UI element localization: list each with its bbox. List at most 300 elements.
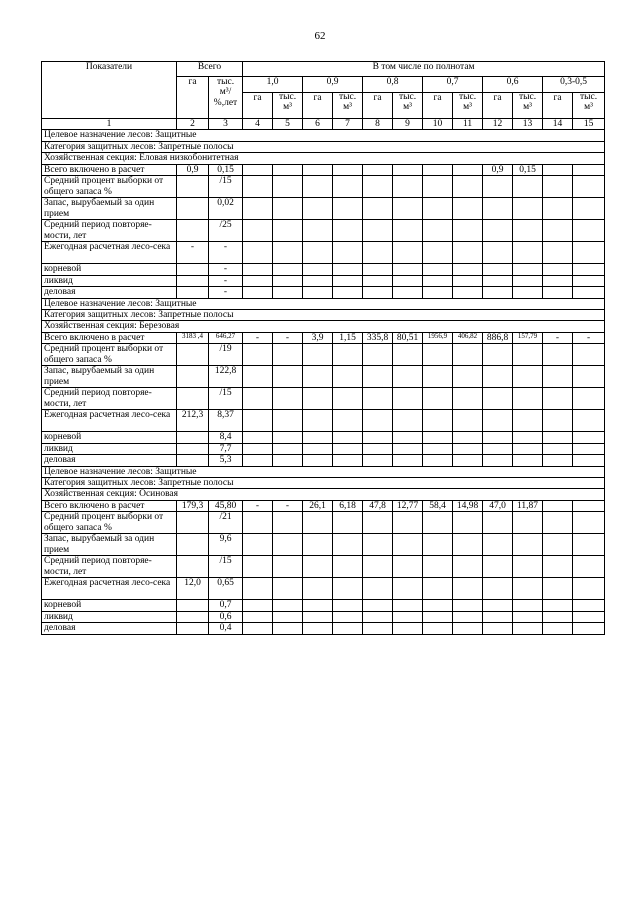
- table-cell: [393, 410, 423, 432]
- table-cell: 0,65: [209, 578, 243, 600]
- table-cell: [513, 366, 543, 388]
- table-cell: [453, 443, 483, 454]
- table-cell: [483, 512, 513, 534]
- table-cell: [273, 534, 303, 556]
- table-row: [42, 366, 605, 388]
- table-cell: [513, 242, 543, 264]
- table-cell: [453, 512, 483, 534]
- row-label: Средний процент выборки от общего запаса %: [42, 176, 177, 198]
- table-cell: [273, 287, 303, 298]
- table-cell: [393, 344, 423, 366]
- table-cell: [453, 432, 483, 443]
- table-cell: [333, 443, 363, 454]
- table-cell: [303, 287, 333, 298]
- unit-m3: м³: [403, 101, 412, 112]
- table-cell: [363, 534, 393, 556]
- table-cell: [543, 600, 573, 611]
- table-cell: [513, 176, 543, 198]
- table-cell: [303, 534, 333, 556]
- row-label: деловая: [42, 455, 177, 466]
- table-cell: [243, 600, 273, 611]
- table-cell: [393, 512, 423, 534]
- header-density: 1,0: [243, 77, 303, 93]
- table-cell: [513, 556, 543, 578]
- table-cell: [483, 455, 513, 466]
- row-label: Средний процент выборки от общего запаса %: [42, 512, 177, 534]
- table-cell: [573, 344, 605, 366]
- column-number: 2: [177, 119, 209, 130]
- table-cell: -: [209, 264, 243, 275]
- row-label: деловая: [42, 287, 177, 298]
- table-cell: 12,0: [177, 578, 209, 600]
- table-cell: [483, 388, 513, 410]
- table-cell: [273, 264, 303, 275]
- table-cell: [363, 455, 393, 466]
- table-cell: [303, 611, 333, 622]
- table-cell: [177, 388, 209, 410]
- table-cell: [573, 275, 605, 286]
- table-cell: 122,8: [209, 366, 243, 388]
- header-ha: га: [303, 93, 333, 119]
- table-cell: [273, 512, 303, 534]
- row-label: Запас, вырубаемый за один прием: [42, 534, 177, 556]
- table-cell: 47,8: [363, 500, 393, 511]
- table-cell: [543, 432, 573, 443]
- table-cell: [423, 275, 453, 286]
- table-cell: [333, 344, 363, 366]
- header-ha: га: [483, 93, 513, 119]
- table-cell: [273, 410, 303, 432]
- table-cell: [573, 176, 605, 198]
- table-cell: -: [543, 332, 573, 343]
- table-cell: /19: [209, 344, 243, 366]
- table-cell: /15: [209, 556, 243, 578]
- table-cell: [303, 388, 333, 410]
- table-cell: [243, 388, 273, 410]
- table-cell: [363, 242, 393, 264]
- table-cell: [513, 578, 543, 600]
- section-category: Категория защитных лесов: Запретные полосы: [42, 309, 605, 320]
- table-cell: [333, 198, 363, 220]
- table-cell: [453, 623, 483, 634]
- table-row: [42, 611, 605, 622]
- table-cell: [333, 455, 363, 466]
- table-cell: [393, 534, 423, 556]
- table-cell: [273, 600, 303, 611]
- table-cell: [393, 432, 423, 443]
- table-cell: [363, 264, 393, 275]
- table-cell: [363, 220, 393, 242]
- table-cell: [543, 578, 573, 600]
- table-cell: [423, 578, 453, 600]
- table-cell: [513, 534, 543, 556]
- table-cell: [573, 500, 605, 511]
- table-cell: [393, 611, 423, 622]
- column-number: 15: [573, 119, 605, 130]
- table-cell: [243, 611, 273, 622]
- unit-tys: тыс.: [518, 92, 537, 102]
- table-cell: [303, 344, 333, 366]
- table-cell: [333, 578, 363, 600]
- table-cell: [453, 534, 483, 556]
- table-cell: [543, 366, 573, 388]
- table-cell: [273, 578, 303, 600]
- table-cell: [483, 275, 513, 286]
- table-cell: [453, 366, 483, 388]
- row-label: деловая: [42, 623, 177, 634]
- table-cell: [273, 432, 303, 443]
- header-density: 0,6: [483, 77, 543, 93]
- table-cell: [243, 556, 273, 578]
- table-cell: 45,80: [209, 500, 243, 511]
- table-cell: [363, 287, 393, 298]
- table-cell: 0,02: [209, 198, 243, 220]
- column-number: 8: [363, 119, 393, 130]
- table-cell: [393, 242, 423, 264]
- table-cell: [483, 432, 513, 443]
- table-cell: [483, 611, 513, 622]
- table-cell: [333, 611, 363, 622]
- table-cell: -: [273, 500, 303, 511]
- table-cell: [363, 556, 393, 578]
- row-label: Средний процент выборки от общего запаса %: [42, 344, 177, 366]
- table-cell: 0,9: [483, 164, 513, 175]
- unit-m3: м³: [523, 101, 532, 112]
- table-cell: [177, 534, 209, 556]
- table-cell: 0,6: [209, 611, 243, 622]
- table-cell: [543, 198, 573, 220]
- table-cell: [423, 366, 453, 388]
- table-cell: [423, 287, 453, 298]
- table-row: [42, 176, 605, 198]
- table-cell: [543, 264, 573, 275]
- table-row: [42, 388, 605, 410]
- table-cell: [303, 275, 333, 286]
- table-cell: [177, 455, 209, 466]
- row-label: ликвид: [42, 275, 177, 286]
- table-cell: [243, 578, 273, 600]
- row-label: Запас, вырубаемый за один прием: [42, 366, 177, 388]
- table-row: [42, 410, 605, 432]
- table-cell: 9,6: [209, 534, 243, 556]
- table-cell: [543, 500, 573, 511]
- table-cell: [303, 242, 333, 264]
- table-cell: 157,79: [513, 332, 543, 343]
- table-cell: [273, 242, 303, 264]
- table-cell: [423, 410, 453, 432]
- table-cell: [573, 556, 605, 578]
- table-cell: [303, 220, 333, 242]
- table-cell: [513, 275, 543, 286]
- header-density: 0,8: [363, 77, 423, 93]
- table-cell: 335,8: [363, 332, 393, 343]
- table-cell: [423, 623, 453, 634]
- table-cell: [243, 443, 273, 454]
- table-cell: [453, 556, 483, 578]
- unit-m3: м³: [463, 101, 472, 112]
- row-label: Ежегодная расчетная лесо-сека: [42, 410, 177, 432]
- table-cell: 179,3: [177, 500, 209, 511]
- table-cell: [543, 410, 573, 432]
- table-cell: 7,7: [209, 443, 243, 454]
- table-cell: [333, 623, 363, 634]
- row-label: ликвид: [42, 611, 177, 622]
- table-cell: [333, 410, 363, 432]
- table-cell: [513, 623, 543, 634]
- table-cell: [483, 344, 513, 366]
- column-number: 5: [273, 119, 303, 130]
- table-cell: 886,8: [483, 332, 513, 343]
- table-cell: [333, 600, 363, 611]
- allowable-cut-table: [41, 61, 605, 635]
- column-number: 7: [333, 119, 363, 130]
- table-cell: [303, 578, 333, 600]
- table-cell: [423, 198, 453, 220]
- section-name: Хозяйственная секция: Еловая низкобонитетная: [42, 153, 605, 164]
- table-cell: /25: [209, 220, 243, 242]
- table-cell: [273, 344, 303, 366]
- table-cell: [513, 198, 543, 220]
- table-row: [42, 164, 605, 175]
- table-cell: [333, 556, 363, 578]
- unit-m3: м³: [343, 101, 352, 112]
- table-cell: [243, 176, 273, 198]
- table-cell: [363, 388, 393, 410]
- table-cell: [513, 512, 543, 534]
- table-cell: [243, 410, 273, 432]
- table-cell: [303, 432, 333, 443]
- table-cell: [273, 176, 303, 198]
- table-cell: [303, 176, 333, 198]
- column-number: 9: [393, 119, 423, 130]
- table-cell: [393, 220, 423, 242]
- table-cell: 5,3: [209, 455, 243, 466]
- table-cell: 212,3: [177, 410, 209, 432]
- table-cell: [303, 443, 333, 454]
- row-label: корневой: [42, 600, 177, 611]
- row-label: корневой: [42, 264, 177, 275]
- table-cell: [333, 275, 363, 286]
- table-cell: [363, 344, 393, 366]
- table-cell: [513, 264, 543, 275]
- table-cell: [177, 432, 209, 443]
- table-cell: [483, 176, 513, 198]
- table-cell: [543, 534, 573, 556]
- header-incl-density: В том числе по полнотам: [243, 62, 605, 77]
- table-row: [42, 623, 605, 634]
- table-cell: [543, 242, 573, 264]
- table-cell: -: [209, 275, 243, 286]
- table-cell: 26,1: [303, 500, 333, 511]
- table-cell: [177, 275, 209, 286]
- table-cell: [543, 512, 573, 534]
- unit-tys: тыс.: [278, 92, 297, 102]
- table-cell: [513, 611, 543, 622]
- row-label: Ежегодная расчетная лесо-сека: [42, 242, 177, 264]
- table-cell: [453, 611, 483, 622]
- table-cell: -: [177, 242, 209, 264]
- table-cell: [393, 264, 423, 275]
- table-cell: [483, 578, 513, 600]
- table-cell: [423, 512, 453, 534]
- table-cell: [573, 264, 605, 275]
- table-cell: [363, 164, 393, 175]
- table-cell: [243, 242, 273, 264]
- table-cell: [363, 623, 393, 634]
- table-cell: [243, 344, 273, 366]
- table-cell: 1956,9: [423, 332, 453, 343]
- table-cell: [393, 443, 423, 454]
- table-cell: [243, 623, 273, 634]
- table-cell: [483, 623, 513, 634]
- table-row: [42, 264, 605, 275]
- table-cell: [393, 287, 423, 298]
- table-cell: [543, 275, 573, 286]
- table-cell: [393, 275, 423, 286]
- table-cell: [573, 220, 605, 242]
- table-cell: [543, 164, 573, 175]
- header-ha: га: [363, 93, 393, 119]
- table-cell: [303, 264, 333, 275]
- table-cell: [363, 578, 393, 600]
- table-cell: [243, 534, 273, 556]
- table-cell: [177, 556, 209, 578]
- table-cell: [333, 242, 363, 264]
- column-number: 12: [483, 119, 513, 130]
- table-cell: [483, 242, 513, 264]
- table-row: [42, 242, 605, 264]
- table-row: [42, 287, 605, 298]
- table-cell: [543, 556, 573, 578]
- table-cell: [273, 455, 303, 466]
- table-cell: 11,87: [513, 500, 543, 511]
- table-cell: [393, 164, 423, 175]
- table-row: [42, 534, 605, 556]
- table-cell: [393, 623, 423, 634]
- header-tys-m3: [393, 93, 423, 119]
- table-cell: [177, 176, 209, 198]
- table-cell: [333, 164, 363, 175]
- table-cell: [393, 578, 423, 600]
- table-cell: 406,82: [453, 332, 483, 343]
- row-label: Ежегодная расчетная лесо-сека: [42, 578, 177, 600]
- page-number: 62: [314, 30, 326, 42]
- table-cell: [333, 220, 363, 242]
- table-cell: [177, 611, 209, 622]
- table-row: [42, 275, 605, 286]
- table-cell: [573, 432, 605, 443]
- table-cell: [573, 410, 605, 432]
- table-row: [42, 512, 605, 534]
- table-cell: [243, 366, 273, 388]
- column-number: 3: [209, 119, 243, 130]
- column-number: 13: [513, 119, 543, 130]
- table-cell: -: [243, 332, 273, 343]
- table-cell: -: [273, 332, 303, 343]
- table-cell: [177, 366, 209, 388]
- table-cell: [483, 198, 513, 220]
- table-cell: [513, 432, 543, 443]
- table-cell: [513, 388, 543, 410]
- table-cell: -: [243, 500, 273, 511]
- header-tys-m3: [573, 93, 605, 119]
- table-cell: [423, 242, 453, 264]
- table-cell: [483, 287, 513, 298]
- table-cell: [333, 388, 363, 410]
- table-cell: [273, 164, 303, 175]
- table-cell: [243, 455, 273, 466]
- table-cell: [303, 164, 333, 175]
- table-cell: 8,4: [209, 432, 243, 443]
- table-cell: [303, 623, 333, 634]
- table-cell: [423, 176, 453, 198]
- row-label: Всего включено в расчет: [42, 164, 177, 175]
- table-cell: [573, 455, 605, 466]
- column-number: 1: [42, 119, 177, 130]
- section-category: Категория защитных лесов: Запретные полосы: [42, 141, 605, 152]
- table-cell: [243, 432, 273, 443]
- table-cell: [453, 455, 483, 466]
- table-cell: [243, 264, 273, 275]
- table-cell: [513, 344, 543, 366]
- table-cell: [453, 275, 483, 286]
- table-row: [42, 578, 605, 600]
- table-cell: 6,18: [333, 500, 363, 511]
- table-cell: [273, 198, 303, 220]
- table-cell: [303, 556, 333, 578]
- table-cell: [363, 600, 393, 611]
- header-tys-m3: [453, 93, 483, 119]
- unit-tys: тыс.: [338, 92, 357, 102]
- section-name: Хозяйственная секция: Осиновая: [42, 489, 605, 500]
- section-name: Хозяйственная секция: Березовая: [42, 321, 605, 332]
- table-cell: -: [209, 242, 243, 264]
- table-cell: [543, 455, 573, 466]
- table-cell: [543, 388, 573, 410]
- table-cell: [243, 164, 273, 175]
- table-cell: [363, 198, 393, 220]
- table-cell: [513, 220, 543, 242]
- table-cell: /15: [209, 388, 243, 410]
- table-cell: [333, 432, 363, 443]
- column-number: 6: [303, 119, 333, 130]
- table-cell: [273, 443, 303, 454]
- table-row: [42, 432, 605, 443]
- table-cell: [177, 220, 209, 242]
- table-cell: [513, 443, 543, 454]
- table-cell: 3,9: [303, 332, 333, 343]
- table-cell: [363, 432, 393, 443]
- table-cell: [513, 600, 543, 611]
- table-cell: [573, 164, 605, 175]
- table-cell: [573, 287, 605, 298]
- header-tys-m3: [333, 93, 363, 119]
- table-cell: [177, 287, 209, 298]
- table-row: [42, 500, 605, 511]
- table-cell: [453, 600, 483, 611]
- table-cell: [453, 287, 483, 298]
- table-cell: [483, 534, 513, 556]
- table-cell: [573, 623, 605, 634]
- table-cell: [393, 176, 423, 198]
- table-cell: [453, 388, 483, 410]
- header-indicators: Показатели: [42, 62, 177, 119]
- table-row: [42, 332, 605, 343]
- table-cell: [423, 164, 453, 175]
- table-cell: -: [209, 287, 243, 298]
- table-cell: [543, 176, 573, 198]
- table-cell: [453, 164, 483, 175]
